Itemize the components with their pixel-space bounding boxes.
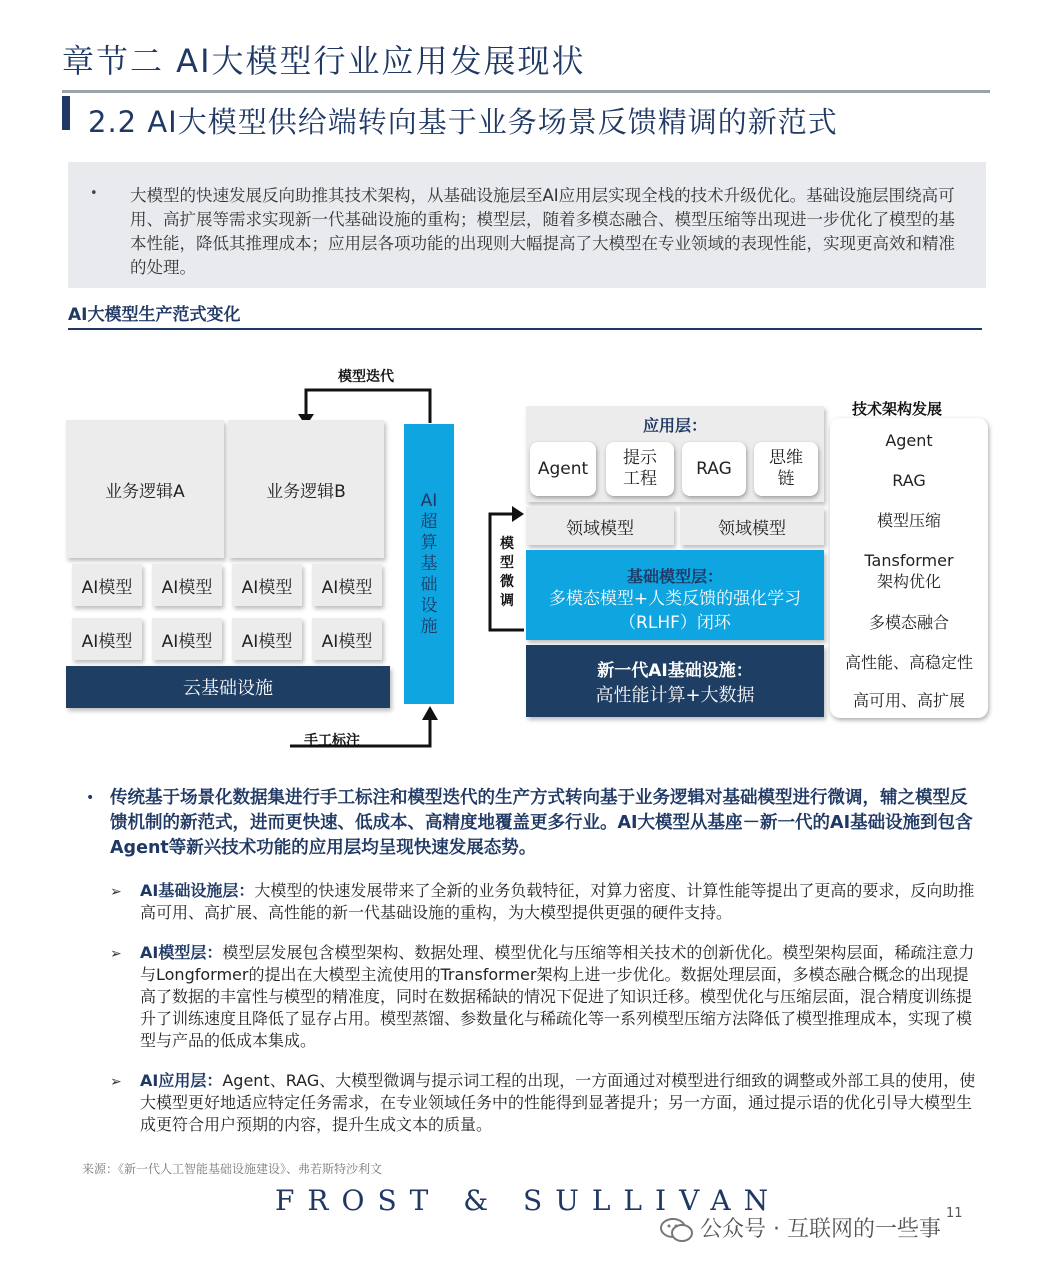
figure-title: AI大模型生产范式变化 [68, 305, 241, 325]
tech-architecture-panel [830, 418, 988, 718]
domain-model-box: 领域模型 [680, 507, 824, 545]
model-iteration-label: 模型迭代 [338, 369, 394, 385]
fine-tune-char: 型 [500, 555, 514, 571]
wechat-watermark [660, 1212, 941, 1243]
ai-model-box: AI模型 [232, 618, 302, 660]
foundation-model-layer [526, 550, 824, 640]
ai-model-box: AI模型 [152, 618, 222, 660]
tech-line: 高性能、高稳定性 [844, 652, 973, 672]
tech-line: Agent [885, 430, 933, 450]
ai-model-box: AI模型 [312, 618, 382, 660]
infra-line: 高性能计算+大数据 [595, 684, 755, 706]
tech-item [830, 650, 988, 674]
app-prompt-engineering-box [606, 442, 674, 496]
main-bullet: • [86, 790, 95, 806]
fine-tune-label [494, 532, 520, 614]
point-text: Agent、RAG、大模型微调与提示词工程的出现，一方面通过对模型进行细致的调整或外部工具的使用，使大模型更好地适应特定任务需求，在专业领域任务中的性能得到显著提升；另一方面，通过提示语的优化引导大模型生成更符合用户预期的内容，提升生成文本的质量。 [140, 1071, 976, 1134]
app-line: RAG [696, 458, 732, 479]
chapter-title: 章节二 AI大模型行业应用发展现状 [62, 42, 586, 80]
summary-bullet: • [90, 186, 98, 201]
infra-char: 施 [420, 616, 438, 637]
point-title: AI应用层： [140, 1071, 223, 1090]
point-title: AI模型层： [140, 943, 223, 962]
app-line: 链 [777, 469, 795, 489]
fine-tune-char: 微 [500, 574, 514, 590]
tech-line: 高可用、高扩展 [852, 690, 965, 710]
figure-title-rule [68, 328, 982, 330]
main-point-text: 传统基于场景化数据集进行手工标注和模型迭代的生产方式转向基于业务逻辑对基础模型进行微调，辅之模型反馈机制的新范式，进而更快速、低成本、高精度地覆盖更多行业。AI大模型从基座－新一代的AI基础设施到包含Agent等新兴技术功能的应用层均呈现快速发展态势。 [110, 788, 973, 858]
tech-line: 多模态融合 [868, 612, 949, 632]
app-rag-box [682, 442, 746, 496]
foundation-line: 多模态模型+人类反馈的强化学习 [548, 589, 802, 609]
infra-title: 新一代AI基础设施： [597, 660, 753, 681]
tech-line: Tansformer [864, 551, 954, 570]
section-title: 2.2 AI大模型供给端转向基于业务场景反馈精调的新范式 [88, 105, 838, 139]
business-logic-a: 业务逻辑A [66, 420, 224, 558]
fine-tune-arrow-head [512, 506, 524, 522]
business-logic-b: 业务逻辑B [228, 420, 384, 558]
infra-char: 算 [420, 532, 438, 553]
infra-char: 超 [420, 511, 438, 532]
fine-tune-char: 模 [500, 536, 514, 552]
tech-line: 模型压缩 [876, 510, 941, 530]
point-marker: ➢ [110, 946, 122, 962]
tech-item [830, 610, 988, 634]
section-accent-bar [62, 96, 70, 130]
iteration-arrow-line [306, 390, 430, 423]
point-marker: ➢ [110, 884, 122, 900]
summary-box [68, 162, 986, 288]
ai-model-box: AI模型 [72, 564, 142, 606]
point-title: AI基础设施层： [140, 881, 255, 900]
ai-model-box: AI模型 [232, 564, 302, 606]
tech-line: 架构优化 [876, 572, 941, 591]
foundation-line: （RLHF）闭环 [619, 613, 731, 633]
tech-item [830, 428, 988, 452]
point-marker: ➢ [110, 1074, 122, 1090]
tech-line: RAG [892, 470, 926, 490]
app-agent-box [530, 442, 596, 496]
point-text: 大模型的快速发展带来了全新的业务负载特征，对算力密度、计算性能等提出了更高的要求，反向助推高可用、高扩展、高性能的新一代基础设施的重构，为大模型提供更强的硬件支持。 [140, 881, 975, 922]
point-application-layer [140, 1070, 980, 1136]
fine-tune-char: 调 [500, 593, 514, 609]
infra-char: 础 [420, 574, 438, 595]
frost-sullivan-logo: FROST & SULLIVAN [275, 1184, 782, 1217]
domain-model-box: 领域模型 [526, 507, 674, 545]
tech-item [830, 468, 988, 492]
infra-char: 基 [420, 553, 438, 574]
tech-architecture-title: 技术架构发展 [852, 400, 943, 418]
wechat-icon [660, 1217, 694, 1243]
app-chain-of-thought-box [754, 442, 818, 496]
tech-item [830, 508, 988, 532]
app-line: Agent [537, 458, 589, 479]
foundation-title: 基础模型层： [626, 567, 723, 586]
ai-supercomputing-infra [404, 424, 454, 704]
app-line: 工程 [623, 469, 657, 489]
ai-model-box: AI模型 [152, 564, 222, 606]
ai-model-box: AI模型 [72, 618, 142, 660]
ai-model-box: AI模型 [312, 564, 382, 606]
next-gen-infra-layer [526, 645, 824, 717]
application-layer-title: 应用层： [642, 416, 707, 435]
cloud-infrastructure-bar: 云基础设施 [66, 666, 390, 708]
app-line: 提示 [623, 448, 657, 468]
infra-char: 设 [420, 595, 438, 616]
tech-item [830, 688, 988, 712]
infra-char: AI [420, 490, 438, 511]
annotation-arrow-head [422, 706, 438, 720]
manual-annotation-label: 手工标注 [304, 733, 360, 749]
point-infrastructure [140, 880, 980, 924]
header-divider [62, 90, 990, 93]
summary-text: 大模型的快速发展反向助推其技术架构，从基础设施层至AI应用层实现全栈的技术升级优化。基础设施层围绕高可用、高扩展等需求实现新一代基础设施的重构；模型层，随着多模态融合、模型压缩等出现进一步优化了模型的基本性能，降低其推理成本；应用层各项功能的出现则大幅提高了大模型在专业领域的表现性能，实现更高效和精准的处理。 [130, 186, 955, 277]
tech-item [830, 548, 988, 594]
point-text: 模型层发展包含模型架构、数据处理、模型优化与压缩等相关技术的创新优化。模型架构层面，稀疏注意力与Longformer的提出在大模型主流使用的Transformer架构上进一步优化。数据处理层面，多模态融合概念的出现提高了数据的丰富性与模型的精准度，同时在数据稀缺的情况下促进了知识迁移。模型优化与压缩层面，混合精度训练提升了训练速度且降低了显存占用。模型蒸馏、参数量化与稀疏化等一系列模型压缩方法降低了模型推理成本，实现了模型与产品的低成本集成。 [140, 943, 975, 1050]
page-number: 11 [946, 1206, 963, 1221]
watermark-text: 公众号 · 互联网的一些事 [700, 1217, 941, 1242]
point-model-layer [140, 942, 980, 1052]
source-note: 来源：《新一代人工智能基础设施建设》、弗若斯特沙利文 [82, 1162, 383, 1176]
app-line: 思维 [769, 448, 803, 468]
